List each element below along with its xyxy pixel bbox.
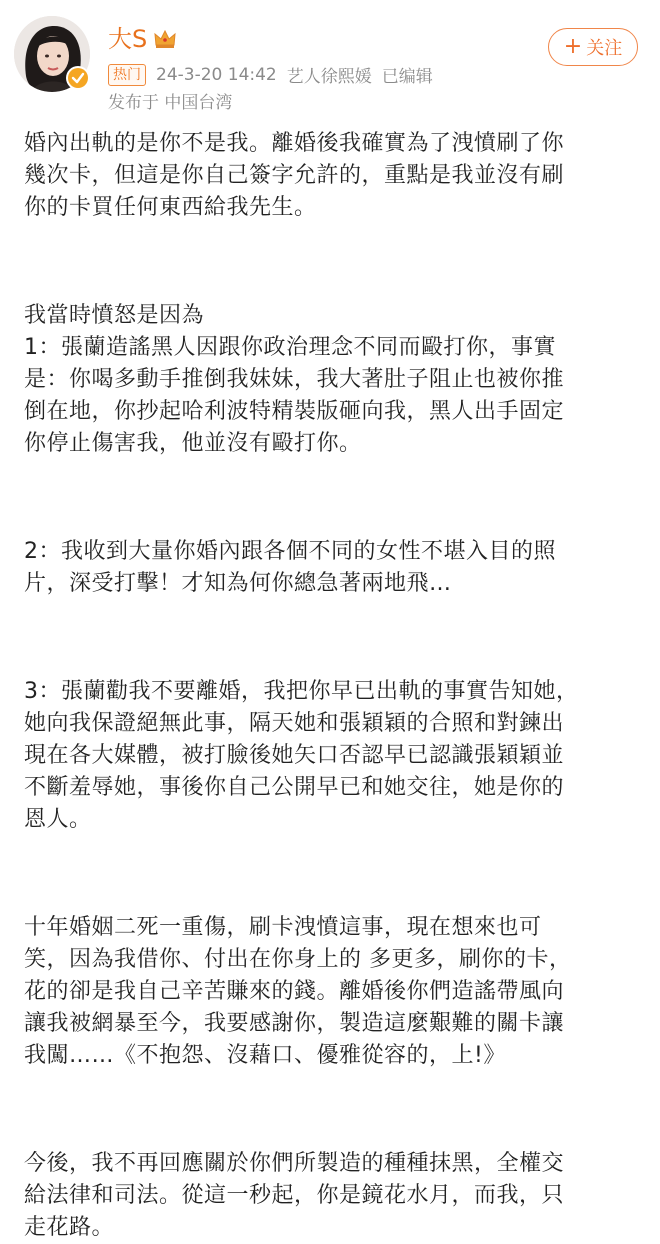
post-text-line: 片，深受打擊！才知為何你總急著兩地飛… — [24, 571, 452, 596]
post-text-line: 不斷羞辱她，事後你自己公開早已和她交往，她是你的 — [24, 775, 565, 800]
post-text-line: 花的卻是我自己辛苦賺來的錢。離婚後你們造謠帶風向 — [24, 979, 565, 1004]
meta-row — [108, 62, 443, 87]
post-text-line: 現在各大媒體，被打臉後她矢口否認早已認識張穎穎並 — [24, 743, 565, 768]
post-text-line: 我當時憤怒是因為 — [24, 303, 205, 328]
crown-icon — [153, 28, 177, 50]
author-name[interactable]: 大S — [108, 25, 148, 53]
hot-badge: 热门 — [108, 64, 146, 86]
paragraph-gap — [24, 622, 644, 654]
post-text-line: 你停止傷害我，他並沒有毆打你。 — [24, 431, 362, 456]
post-text-line: 婚內出軌的是你不是我。離婚後我確實為了洩憤刷了你 — [24, 131, 565, 156]
post-header — [0, 0, 660, 118]
post-text-line: 3：張蘭勸我不要離婚，我把你早已出軌的事實告知她， — [24, 679, 579, 704]
author-name-row — [108, 24, 177, 54]
post-text-line: 給法律和司法。從這一秒起，你是鏡花水月，而我，只 — [24, 1183, 565, 1208]
post-text-line: 是：你喝多動手推倒我妹妹，我大著肚子阻止也被你推 — [24, 367, 565, 392]
verified-badge-icon — [66, 66, 90, 90]
post-text-line: 十年婚姻二死一重傷，刷卡洩憤這事，現在想來也可 — [24, 915, 542, 940]
post-text-line: 倒在地，你抄起哈利波特精裝版砸向我，黑人出手固定 — [24, 399, 565, 424]
post-source: 艺人徐熙媛 — [286, 67, 372, 87]
post-location: 发布于 中国台湾 — [108, 93, 233, 113]
post-text-line: 2：我收到大量你婚內跟各個不同的女性不堪入目的照 — [24, 539, 556, 564]
post-text-line: 她向我保證絕無此事，隔天她和張穎穎的合照和對鍊出 — [24, 711, 565, 736]
paragraph-gap — [24, 858, 644, 890]
plus-icon: + — [563, 34, 583, 59]
edited-label[interactable]: 已编辑 — [381, 67, 433, 87]
post-date: 24-3-20 14:42 — [156, 64, 277, 85]
paragraph-gap — [24, 1094, 644, 1126]
post-text-line: 走花路。 — [24, 1215, 115, 1240]
follow-label: 关注 — [586, 38, 623, 59]
paragraph-gap — [24, 482, 644, 514]
post-text-line: 讓我被網暴至今，我要感謝你，製造這麼艱難的關卡讓 — [24, 1011, 565, 1036]
post-text-line: 我闖……《不抱怨、沒藉口、優雅從容的，上!》 — [24, 1043, 506, 1068]
follow-button[interactable] — [548, 28, 638, 66]
post-text-line: 1：張蘭造謠黑人因跟你政治理念不同而毆打你，事實 — [24, 335, 556, 360]
post-text-line: 笑，因為我借你、付出在你身上的 多更多，刷你的卡， — [24, 947, 572, 972]
post-content — [24, 128, 644, 1244]
post-text-line: 你的卡買任何東西給我先生。 — [24, 195, 317, 220]
post-text-line: 幾次卡，但這是你自己簽字允許的，重點是我並沒有刷 — [24, 163, 565, 188]
paragraph-gap — [24, 246, 644, 278]
post-text-line: 恩人。 — [24, 807, 92, 832]
post-text-line: 今後，我不再回應關於你們所製造的種種抹黑，全權交 — [24, 1151, 565, 1176]
